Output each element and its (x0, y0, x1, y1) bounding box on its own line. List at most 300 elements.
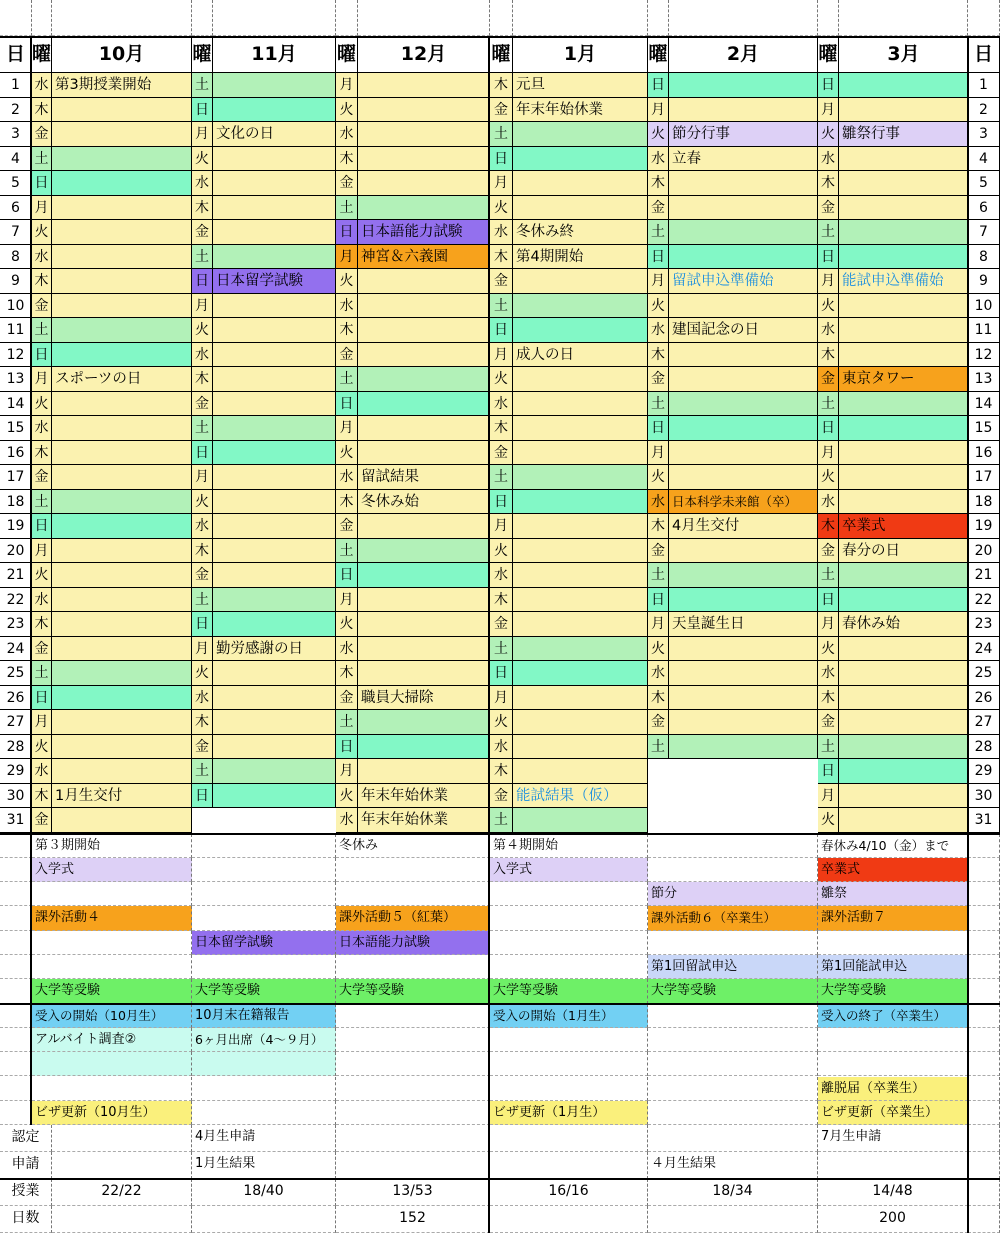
day-number-right: 25 (968, 661, 1000, 686)
grid-line (967, 36, 969, 1233)
top-strip-cell (648, 0, 669, 36)
event-cell (213, 196, 336, 221)
event-cell (52, 588, 192, 613)
top-strip-cell (32, 0, 52, 36)
day-number: 26 (0, 686, 32, 711)
weekday-cell: 木 (32, 612, 52, 637)
grid-line (30, 36, 32, 1125)
note-item: 入学式 (490, 858, 648, 882)
day-number: 25 (0, 661, 32, 686)
event-cell (52, 686, 192, 711)
weekday-cell: 水 (192, 343, 213, 368)
event-cell (358, 710, 490, 735)
weekday-cell: 金 (336, 514, 358, 539)
event-cell (839, 416, 969, 441)
weekday-cell: 木 (32, 269, 52, 294)
event-cell (52, 392, 192, 417)
note-cell (648, 1052, 818, 1076)
note-item: アルバイト調査② (32, 1028, 192, 1052)
event-cell: 留試結果 (358, 465, 490, 490)
weekday-cell: 木 (490, 416, 513, 441)
event-cell (213, 392, 336, 417)
weekday-cell: 日 (648, 73, 669, 98)
event-cell (839, 147, 969, 172)
event-cell: 第4期開始 (513, 245, 648, 270)
weekday-cell: 日 (32, 343, 52, 368)
weekday-cell: 日 (818, 73, 839, 98)
weekday-cell: 月 (336, 416, 358, 441)
note-left-cell (0, 906, 32, 930)
weekday-cell: 水 (818, 490, 839, 515)
day-number: 27 (0, 710, 32, 735)
footer-value: 152 (336, 1206, 490, 1233)
event-cell (358, 588, 490, 613)
weekday-cell: 木 (648, 514, 669, 539)
event-cell (358, 196, 490, 221)
weekday-cell: 水 (192, 686, 213, 711)
top-strip-cell (213, 0, 336, 36)
event-cell (669, 441, 818, 466)
weekday-cell: 月 (818, 98, 839, 123)
weekday-cell: 金 (32, 637, 52, 662)
event-cell (513, 637, 648, 662)
event-cell (839, 637, 969, 662)
weekday-cell: 日 (336, 220, 358, 245)
note-cell (490, 955, 648, 979)
weekday-cell: 土 (192, 245, 213, 270)
weekday-cell: 水 (32, 416, 52, 441)
weekday-cell: 火 (818, 465, 839, 490)
event-cell: 節分行事 (669, 122, 818, 147)
event-cell (513, 808, 648, 833)
footer-cell (192, 1206, 336, 1233)
footer-value: 4月生申請 (192, 1125, 336, 1152)
note-item: 日本留学試験 (192, 931, 336, 955)
event-cell (213, 73, 336, 98)
weekday-cell: 火 (192, 147, 213, 172)
note-right-cell (968, 1052, 1000, 1076)
header-month: 2月 (669, 36, 818, 73)
weekday-cell: 木 (490, 759, 513, 784)
event-cell: 能試申込準備始 (839, 269, 969, 294)
footer-label-nissu: 日数 (0, 1206, 52, 1233)
event-cell (213, 294, 336, 319)
note-item: 第1回能試申込 (818, 955, 968, 979)
event-cell: 1月生交付 (52, 784, 192, 809)
event-cell (839, 73, 969, 98)
top-strip-cell (839, 0, 968, 36)
weekday-cell: 日 (32, 514, 52, 539)
event-cell (839, 710, 969, 735)
event-cell (213, 343, 336, 368)
note-item: 大学等受験 (32, 979, 192, 1003)
event-cell (513, 514, 648, 539)
note-right-cell (968, 1077, 1000, 1101)
event-cell (839, 808, 969, 833)
weekday-cell: 火 (490, 196, 513, 221)
weekday-cell: 月 (32, 539, 52, 564)
event-cell (513, 196, 648, 221)
weekday-cell: 日 (818, 759, 839, 784)
day-number: 7 (0, 220, 32, 245)
header-month: 12月 (358, 36, 490, 73)
weekday-cell: 水 (648, 147, 669, 172)
event-cell (52, 294, 192, 319)
note-cell (192, 1101, 336, 1125)
event-cell (213, 710, 336, 735)
footer-value: 16/16 (490, 1179, 648, 1206)
weekday-cell: 火 (336, 784, 358, 809)
weekday-cell: 水 (32, 588, 52, 613)
day-number: 21 (0, 563, 32, 588)
note-cell (32, 955, 192, 979)
header-weekday: 曜 (192, 36, 213, 73)
weekday-cell: 水 (336, 465, 358, 490)
day-number: 9 (0, 269, 32, 294)
event-cell (52, 171, 192, 196)
weekday-cell: 水 (490, 735, 513, 760)
event-cell (52, 759, 192, 784)
weekday-cell: 金 (192, 392, 213, 417)
weekday-cell: 日 (192, 612, 213, 637)
day-number-right: 10 (968, 294, 1000, 319)
weekday-cell: 月 (192, 122, 213, 147)
event-cell: 年末年始休業 (358, 808, 490, 833)
day-number-right: 3 (968, 122, 1000, 147)
weekday-cell: 土 (32, 318, 52, 343)
day-number: 13 (0, 367, 32, 392)
day-number: 11 (0, 318, 32, 343)
note-cell (336, 1101, 490, 1125)
day-number-right: 5 (968, 171, 1000, 196)
day-number: 29 (0, 759, 32, 784)
event-cell: 年末年始休業 (513, 98, 648, 123)
event-cell: 建国記念の日 (669, 318, 818, 343)
footer-right-cell (968, 1152, 1000, 1179)
event-cell (52, 735, 192, 760)
weekday-cell: 木 (192, 367, 213, 392)
weekday-cell: 日 (648, 588, 669, 613)
event-cell (213, 171, 336, 196)
note-item: ビザ更新（1月生） (490, 1101, 648, 1125)
note-cell (490, 882, 648, 906)
weekday-cell: 火 (818, 808, 839, 833)
weekday-cell: 金 (490, 612, 513, 637)
event-cell (358, 343, 490, 368)
weekday-cell: 土 (336, 539, 358, 564)
event-cell (839, 490, 969, 515)
note-cell (648, 1101, 818, 1125)
event-cell: 勤労感謝の日 (213, 637, 336, 662)
note-cell (192, 834, 336, 858)
note-cell (336, 1028, 490, 1052)
note-right-cell (968, 1004, 1000, 1028)
day-number: 28 (0, 735, 32, 760)
weekday-cell: 金 (818, 367, 839, 392)
note-item: 受入の終了（卒業生） (818, 1004, 968, 1028)
weekday-cell: 月 (336, 73, 358, 98)
weekday-cell: 月 (192, 637, 213, 662)
weekday-cell: 木 (32, 784, 52, 809)
weekday-cell: 水 (490, 563, 513, 588)
weekday-cell: 土 (490, 637, 513, 662)
event-cell: 冬休み終 (513, 220, 648, 245)
event-cell (52, 245, 192, 270)
weekday-cell: 木 (490, 73, 513, 98)
header-weekday: 曜 (32, 36, 52, 73)
day-number-right: 24 (968, 637, 1000, 662)
weekday-cell: 木 (192, 196, 213, 221)
footer-right-cell (968, 1206, 1000, 1233)
weekday-cell: 金 (648, 539, 669, 564)
day-number-right: 21 (968, 563, 1000, 588)
grid-line (0, 1003, 1000, 1005)
event-cell (52, 710, 192, 735)
weekday-cell: 月 (32, 710, 52, 735)
event-cell (839, 661, 969, 686)
event-cell (513, 416, 648, 441)
footer-cell (336, 1152, 490, 1179)
weekday-cell: 月 (818, 784, 839, 809)
weekday-cell: 土 (336, 196, 358, 221)
weekday-cell: 金 (192, 735, 213, 760)
note-cell (336, 955, 490, 979)
grid-line (0, 36, 1000, 38)
weekday-cell: 月 (32, 367, 52, 392)
weekday-cell: 土 (490, 294, 513, 319)
event-cell: 成人の日 (513, 343, 648, 368)
weekday-cell: 月 (32, 196, 52, 221)
event-cell (358, 735, 490, 760)
weekday-cell: 月 (648, 441, 669, 466)
weekday-cell: 火 (336, 441, 358, 466)
weekday-cell: 木 (818, 686, 839, 711)
weekday-cell: 土 (490, 808, 513, 833)
weekday-cell: 金 (490, 98, 513, 123)
event-cell (513, 735, 648, 760)
day-number-right: 7 (968, 220, 1000, 245)
weekday-cell: 土 (192, 416, 213, 441)
event-cell: 神宮＆六義園 (358, 245, 490, 270)
day-number: 22 (0, 588, 32, 613)
event-cell (213, 661, 336, 686)
day-number-right: 6 (968, 196, 1000, 221)
weekday-cell: 月 (192, 294, 213, 319)
event-cell: 日本語能力試験 (358, 220, 490, 245)
event-cell (358, 612, 490, 637)
event-cell (213, 245, 336, 270)
weekday-cell: 日 (818, 588, 839, 613)
weekday-cell: 土 (336, 710, 358, 735)
event-cell (52, 465, 192, 490)
weekday-cell: 月 (336, 245, 358, 270)
event-cell (839, 294, 969, 319)
note-cell (648, 858, 818, 882)
weekday-cell: 金 (490, 784, 513, 809)
event-cell (513, 612, 648, 637)
day-number-right: 14 (968, 392, 1000, 417)
note-item: 課外活動４ (32, 906, 192, 930)
day-number-right: 4 (968, 147, 1000, 172)
weekday-cell: 水 (818, 147, 839, 172)
day-number: 17 (0, 465, 32, 490)
note-cell (192, 1077, 336, 1101)
weekday-cell: 月 (648, 269, 669, 294)
weekday-cell: 火 (336, 612, 358, 637)
weekday-cell: 月 (818, 441, 839, 466)
weekday-cell: 火 (490, 539, 513, 564)
note-item: 6ヶ月出席（4～９月） (192, 1028, 336, 1052)
header-day-right: 日 (968, 36, 1000, 73)
weekday-cell: 木 (336, 318, 358, 343)
weekday-cell: 木 (490, 588, 513, 613)
weekday-cell: 土 (32, 490, 52, 515)
event-cell: 留試申込準備始 (669, 269, 818, 294)
top-strip-cell (669, 0, 818, 36)
event-cell: 能試結果（仮） (513, 784, 648, 809)
note-cell (336, 1004, 490, 1028)
top-strip-cell (818, 0, 839, 36)
event-cell (513, 588, 648, 613)
weekday-cell: 火 (818, 294, 839, 319)
weekday-cell: 土 (648, 735, 669, 760)
day-number-right: 9 (968, 269, 1000, 294)
note-right-cell (968, 931, 1000, 955)
day-number: 18 (0, 490, 32, 515)
weekday-cell: 木 (192, 539, 213, 564)
event-cell (52, 563, 192, 588)
event-cell (839, 735, 969, 760)
header-day: 日 (0, 36, 32, 73)
grid-line (0, 1178, 1000, 1180)
event-cell (52, 269, 192, 294)
weekday-cell: 水 (336, 294, 358, 319)
weekday-cell: 木 (336, 661, 358, 686)
note-right-cell (968, 955, 1000, 979)
header-weekday: 曜 (336, 36, 358, 73)
footer-value: 200 (818, 1206, 968, 1233)
day-number: 15 (0, 416, 32, 441)
event-cell (513, 490, 648, 515)
weekday-cell: 月 (490, 171, 513, 196)
note-cell (490, 1028, 648, 1052)
weekday-cell: 日 (490, 661, 513, 686)
event-cell (52, 98, 192, 123)
event-cell (358, 122, 490, 147)
header-weekday: 曜 (490, 36, 513, 73)
event-cell: 日本科学未来館（卒） (669, 490, 818, 515)
weekday-cell: 月 (336, 588, 358, 613)
empty-day (648, 759, 818, 784)
weekday-cell: 水 (32, 73, 52, 98)
event-cell (839, 343, 969, 368)
weekday-cell: 土 (648, 220, 669, 245)
weekday-cell: 水 (648, 318, 669, 343)
top-strip-cell (192, 0, 213, 36)
note-item: 雛祭 (818, 882, 968, 906)
weekday-cell: 金 (336, 343, 358, 368)
event-cell (839, 196, 969, 221)
weekday-cell: 火 (32, 392, 52, 417)
weekday-cell: 土 (336, 367, 358, 392)
weekday-cell: 月 (192, 465, 213, 490)
event-cell (213, 220, 336, 245)
note-item: 入学式 (32, 858, 192, 882)
footer-cell (648, 1125, 818, 1152)
footer-cell (490, 1125, 648, 1152)
event-cell (669, 735, 818, 760)
event-cell (213, 563, 336, 588)
event-cell (839, 318, 969, 343)
weekday-cell: 火 (490, 367, 513, 392)
day-number-right: 12 (968, 343, 1000, 368)
footer-cell (490, 1152, 648, 1179)
note-left-cell (0, 979, 32, 1003)
event-cell (669, 539, 818, 564)
weekday-cell: 月 (490, 686, 513, 711)
event-cell (52, 637, 192, 662)
event-cell (513, 392, 648, 417)
note-left-cell (0, 1077, 32, 1101)
weekday-cell: 水 (192, 514, 213, 539)
event-cell (513, 563, 648, 588)
event-cell (839, 171, 969, 196)
event-cell (358, 563, 490, 588)
note-item: 春休み4/10（金）まで (818, 834, 968, 858)
event-cell (358, 73, 490, 98)
event-cell (358, 759, 490, 784)
day-number-right: 8 (968, 245, 1000, 270)
event-cell (52, 343, 192, 368)
footer-value: ４月生結果 (648, 1152, 818, 1179)
event-cell (839, 220, 969, 245)
event-cell (52, 122, 192, 147)
note-cell (648, 1028, 818, 1052)
event-cell (358, 514, 490, 539)
event-cell (839, 759, 969, 784)
note-right-cell (968, 858, 1000, 882)
note-left-cell (0, 858, 32, 882)
note-cell (32, 882, 192, 906)
weekday-cell: 火 (648, 122, 669, 147)
event-cell (513, 465, 648, 490)
event-cell: 天皇誕生日 (669, 612, 818, 637)
weekday-cell: 火 (818, 122, 839, 147)
weekday-cell: 金 (336, 171, 358, 196)
event-cell (839, 465, 969, 490)
footer-cell (52, 1206, 192, 1233)
event-cell (213, 490, 336, 515)
weekday-cell: 土 (32, 147, 52, 172)
note-cell (818, 1052, 968, 1076)
day-number: 30 (0, 784, 32, 809)
event-cell (669, 563, 818, 588)
weekday-cell: 水 (336, 122, 358, 147)
weekday-cell: 水 (32, 759, 52, 784)
weekday-cell: 金 (648, 710, 669, 735)
weekday-cell: 月 (648, 612, 669, 637)
event-cell (839, 392, 969, 417)
event-cell (669, 661, 818, 686)
event-cell (52, 539, 192, 564)
note-item: ビザ更新（卒業生） (818, 1101, 968, 1125)
day-number: 4 (0, 147, 32, 172)
note-right-cell (968, 1028, 1000, 1052)
weekday-cell: 金 (818, 196, 839, 221)
event-cell (52, 318, 192, 343)
event-cell (358, 637, 490, 662)
note-cell (32, 1077, 192, 1101)
